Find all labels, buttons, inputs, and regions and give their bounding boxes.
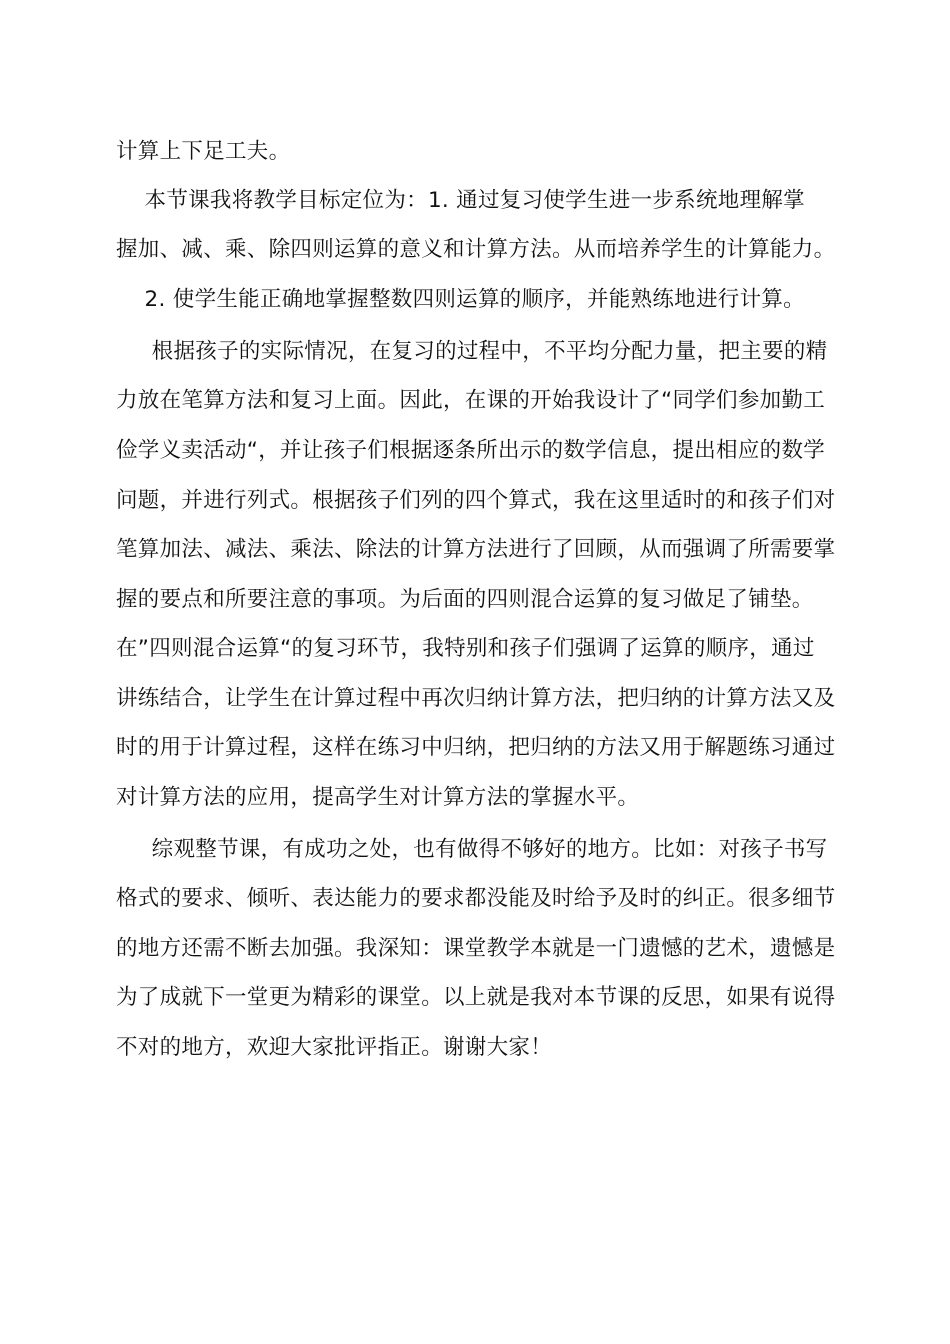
text-line: 讲练结合，让学生在计算过程中再次归纳计算方法，把归纳的计算方法又及 — [116, 686, 836, 711]
text-line: 综观整节课，有成功之处，也有做得不够好的地方。比如：对孩子书写 — [116, 837, 828, 862]
text-line: 本节课我将教学目标定位为：1. 通过复习使学生进一步系统地理解掌 — [116, 188, 805, 213]
text-line: 根据孩子的实际情况，在复习的过程中，不平均分配力量，把主要的精 — [116, 339, 828, 364]
text-line: 的地方还需不断去加强。我深知：课堂教学本就是一门遗憾的艺术，遗憾是 — [116, 936, 836, 961]
text-line: 时的用于计算过程，这样在练习中归纳，把归纳的方法又用于解题练习通过 — [116, 735, 836, 760]
text-line: 在”四则混合运算“的复习环节，我特别和孩子们强调了运算的顺序，通过 — [116, 636, 815, 661]
text-line: 不对的地方，欢迎大家批评指正。谢谢大家！ — [116, 1035, 553, 1060]
text-line: 对计算方法的应用，提高学生对计算方法的掌握水平。 — [116, 785, 640, 810]
text-line: 俭学义卖活动“，并让孩子们根据逐条所出示的数学信息，提出相应的数学 — [116, 438, 826, 463]
text-line: 2. 使学生能正确地掌握整数四则运算的顺序，并能熟练地进行计算。 — [116, 287, 805, 312]
text-line: 问题，并进行列式。根据孩子们列的四个算式，我在这里适时的和孩子们对 — [116, 488, 836, 513]
text-line: 格式的要求、倾听、表达能力的要求都没能及时给予及时的纠正。很多细节 — [116, 886, 836, 911]
text-line: 计算上下足工夫。 — [116, 139, 291, 164]
text-line: 笔算加法、减法、乘法、除法的计算方法进行了回顾，从而强调了所需要掌 — [116, 537, 836, 562]
text-line: 为了成就下一堂更为精彩的课堂。以上就是我对本节课的反思，如果有说得 — [116, 985, 836, 1010]
text-line: 握加、减、乘、除四则运算的意义和计算方法。从而培养学生的计算能力。 — [116, 237, 836, 262]
text-line: 握的要点和所要注意的事项。为后面的四则混合运算的复习做足了铺垫。 — [116, 587, 814, 612]
text-line: 力放在笔算方法和复习上面。因此，在课的开始我设计了“同学们参加勤工 — [116, 388, 826, 413]
